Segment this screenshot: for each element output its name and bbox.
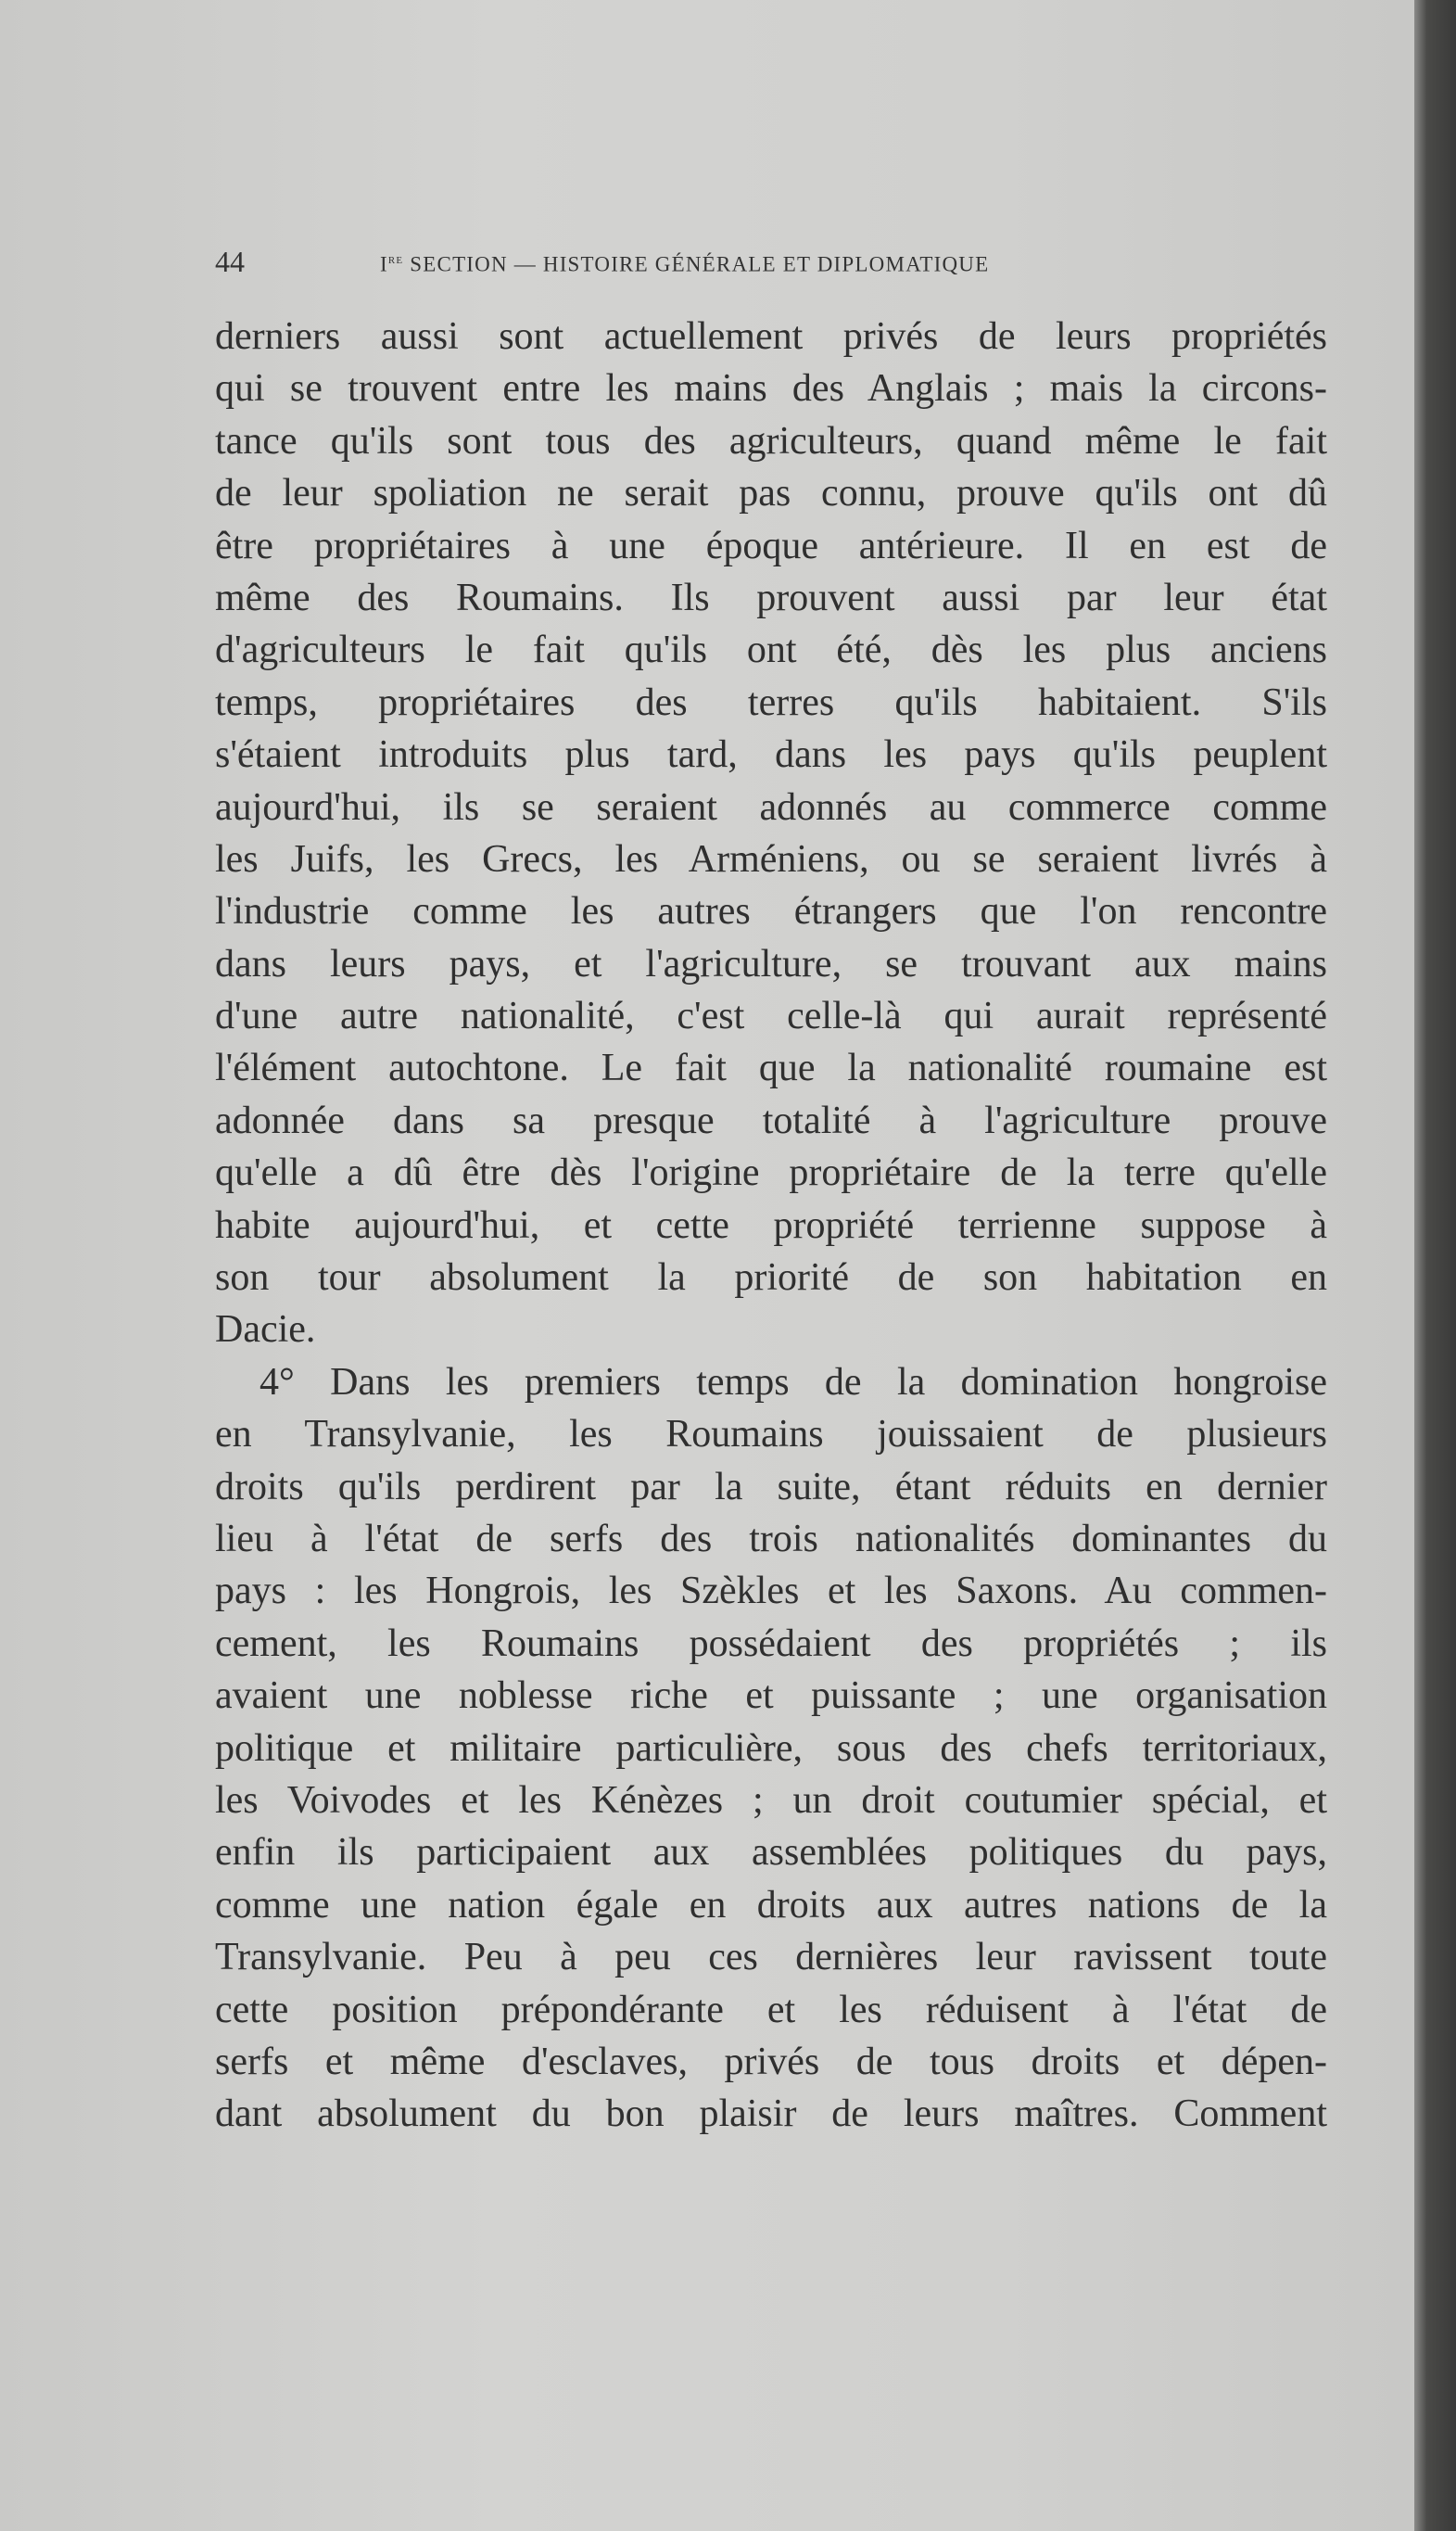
text-line: habite aujourd'hui, et cette propriété terrienne suppose à (215, 1203, 1327, 1247)
text-line: les Voivodes et les Kénèzes ; un droit coutumier spécial, et (215, 1778, 1327, 1822)
text-line: l'industrie comme les autres étrangers que l'on rencontre (215, 890, 1327, 934)
text-line: en Transylvanie, les Roumains jouissaient de plusieurs (215, 1413, 1327, 1456)
text-line: s'étaient introduits plus tard, dans les pays qu'ils peuplent (215, 733, 1327, 777)
text-line: l'élément autochtone. Le fait que la nationalité roumaine est (215, 1047, 1327, 1090)
text-line: dant absolument du bon plaisir de leurs maîtres. Comment (215, 2092, 1327, 2136)
text-line: comme une nation égale en droits aux autres nations de la (215, 1883, 1327, 1927)
page-number: 44 (215, 245, 245, 278)
text-line: Dacie. (215, 1308, 316, 1352)
text-line: qu'elle a dû être dès l'origine propriétaire de la terre qu'elle (215, 1151, 1327, 1195)
text-line: de leur spoliation ne serait pas connu, prouve qu'ils ont dû (215, 472, 1327, 515)
text-line: d'agriculteurs le fait qu'ils ont été, dès les plus anciens (215, 629, 1327, 672)
text-line: même des Roumains. Ils prouvent aussi par leur état (215, 576, 1327, 619)
page-header (215, 243, 1197, 287)
text-line: serfs et même d'esclaves, privés de tous droits et dépen- (215, 2040, 1327, 2083)
running-title: SECTION — HISTOIRE GÉNÉRALE ET DIPLOMATIQUE (410, 252, 990, 276)
text-line: derniers aussi sont actuellement privés de leurs propriétés (215, 315, 1327, 358)
text-line: son tour absolument la priorité de son habitation en (215, 1256, 1327, 1300)
text-line: tance qu'ils sont tous des agriculteurs, quand même le fait (215, 419, 1327, 463)
text-line: temps, propriétaires des terres qu'ils habitaient. S'ils (215, 680, 1327, 724)
text-line: Transylvanie. Peu à peu ces dernières leur ravissent toute (215, 1936, 1327, 1979)
text-line: aujourd'hui, ils se seraient adonnés au commerce comme (215, 785, 1327, 829)
text-line: être propriétaires à une époque antérieure. Il en est de (215, 524, 1327, 567)
body-text (215, 311, 1327, 2141)
text-line: politique et militaire particulière, sous des chefs territoriaux, (215, 1726, 1327, 1770)
text-line: qui se trouvent entre les mains des Anglais ; mais la circons- (215, 367, 1327, 411)
text-line: adonnée dans sa presque totalité à l'agriculture prouve (215, 1099, 1327, 1142)
text-line: avaient une noblesse riche et puissante ; une organisation (215, 1674, 1327, 1718)
section-superscript: re (387, 252, 404, 267)
text-line: d'une autre nationalité, c'est celle-là qui aurait représenté (215, 995, 1327, 1038)
text-line: lieu à l'état de serfs des trois nationalités dominantes du (215, 1517, 1327, 1560)
text-line: dans leurs pays, et l'agriculture, se trouvant aux mains (215, 942, 1327, 986)
book-spine-shadow (1414, 0, 1456, 2531)
section-ordinal: I (380, 252, 388, 276)
running-head (380, 252, 989, 277)
text-line: droits qu'ils perdirent par la suite, étant réduits en dernier (215, 1465, 1327, 1508)
text-line: 4° Dans les premiers temps de la domination hongroise (260, 1360, 1327, 1404)
text-line: cement, les Roumains possédaient des propriétés ; ils (215, 1622, 1327, 1665)
text-line: cette position prépondérante et les réduisent à l'état de (215, 1988, 1327, 2031)
text-line: enfin ils participaient aux assemblées politiques du pays, (215, 1831, 1327, 1875)
text-line: pays : les Hongrois, les Szèkles et les Saxons. Au commen- (215, 1570, 1327, 1613)
text-line: les Juifs, les Grecs, les Arméniens, ou se seraient livrés à (215, 837, 1327, 881)
